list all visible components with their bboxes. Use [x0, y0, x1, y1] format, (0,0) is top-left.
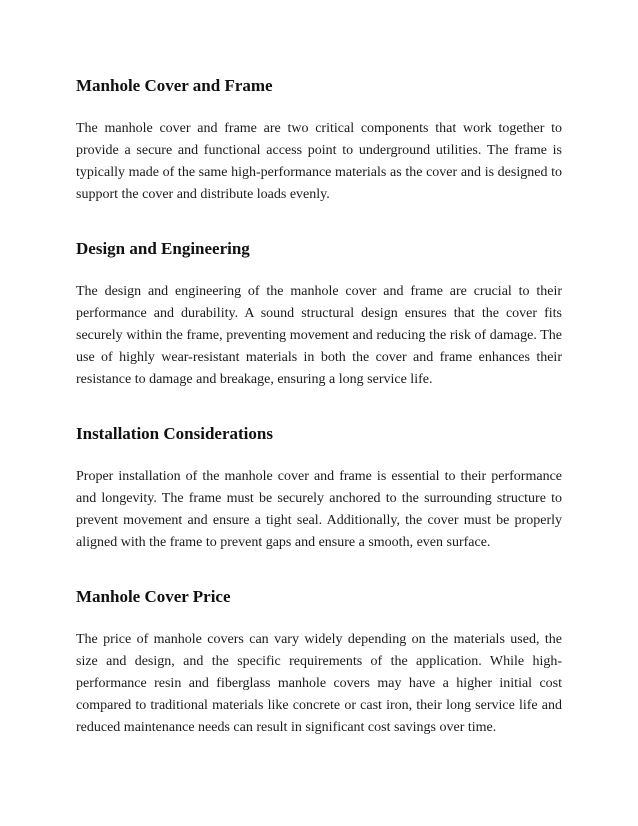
section-manhole-cover-price [76, 585, 562, 739]
section-body: Proper installation of the manhole cover and frame is essential to their performance and longevity. The frame must be securely anchored to the surrounding structure to prevent movement and ensure a tight seal. Additionally, the cover must be properly aligned with the frame to prevent gaps and ensure a smooth, even surface. [76, 469, 562, 550]
section-body: The price of manhole covers can vary widely depending on the materials used, the size and design, and the specific requirements of the application. While high-performance resin and fiberglass manhole covers may have a higher initial cost compared to traditional materials like concrete or cast iron, their long service life and reduced maintenance needs can result in significant cost savings over time. [76, 632, 562, 735]
section-manhole-cover-and-frame [76, 74, 562, 206]
section-design-and-engineering [76, 237, 562, 391]
section-heading: Design and Engineering [76, 239, 250, 258]
section-installation-considerations [76, 422, 562, 554]
section-heading: Installation Considerations [76, 424, 273, 443]
section-heading: Manhole Cover Price [76, 587, 231, 606]
section-body: The manhole cover and frame are two critical components that work together to provide a secure and functional access point to underground utilities. The frame is typically made of the same high-performance materials as the cover and is designed to support the cover and distribute loads evenly. [76, 121, 562, 202]
section-body: The design and engineering of the manhole cover and frame are crucial to their performance and durability. A sound structural design ensures that the cover fits securely within the frame, preventing movement and reducing the risk of damage. The use of highly wear-resistant materials in both the cover and frame enhances their resistance to damage and breakage, ensuring a long service life. [76, 284, 562, 387]
section-heading: Manhole Cover and Frame [76, 76, 273, 95]
document-page [76, 74, 562, 739]
